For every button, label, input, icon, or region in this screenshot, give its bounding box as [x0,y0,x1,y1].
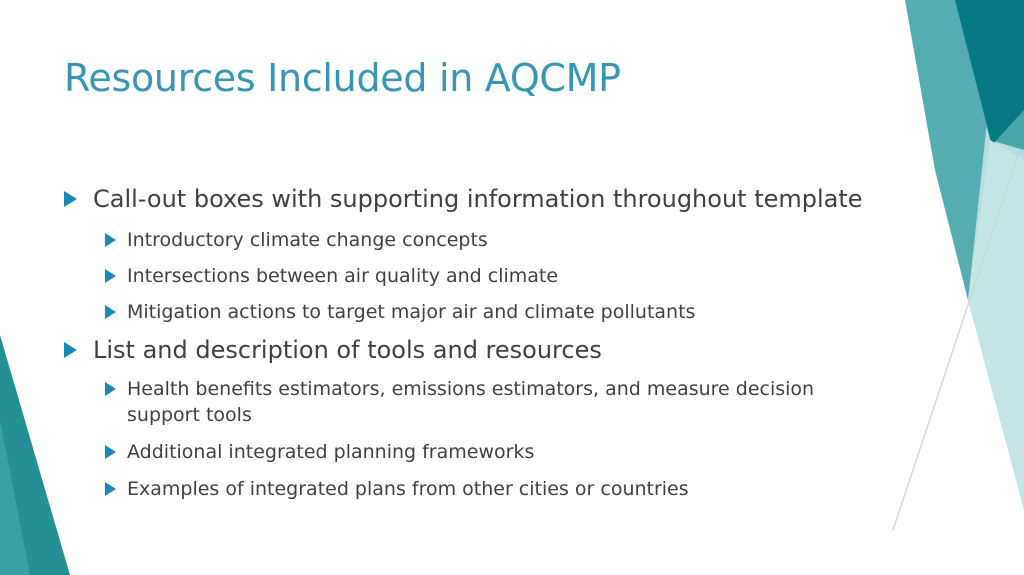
right-triangle-icon [105,233,116,247]
sub-bullet-text: Health benefits estimators, emissions estimators, and measure decision support tools [127,378,815,426]
bullet-text: List and description of tools and resources [93,336,602,364]
sub-bullet-text: Introductory climate change concepts [127,229,488,251]
slide-title: Resources Included in AQCMP [64,56,621,100]
sub-bullet-text: Additional integrated planning frameworks [127,441,535,463]
right-triangle-icon [105,269,116,283]
bullet-text: Call-out boxes with supporting information throughout template [93,185,863,213]
sub-bullet-text: Intersections between air quality and climate [127,265,559,287]
sub-bullet-text: Mitigation actions to target major air and climate pollutants [127,301,696,323]
right-triangle-icon [105,482,116,496]
right-triangle-icon [105,382,116,396]
sub-bullet-text: Examples of integrated plans from other cities or countries [127,478,689,500]
right-triangle-icon [64,191,77,207]
right-triangle-icon [105,305,116,319]
right-triangle-icon [105,445,116,459]
right-triangle-icon [64,342,77,358]
